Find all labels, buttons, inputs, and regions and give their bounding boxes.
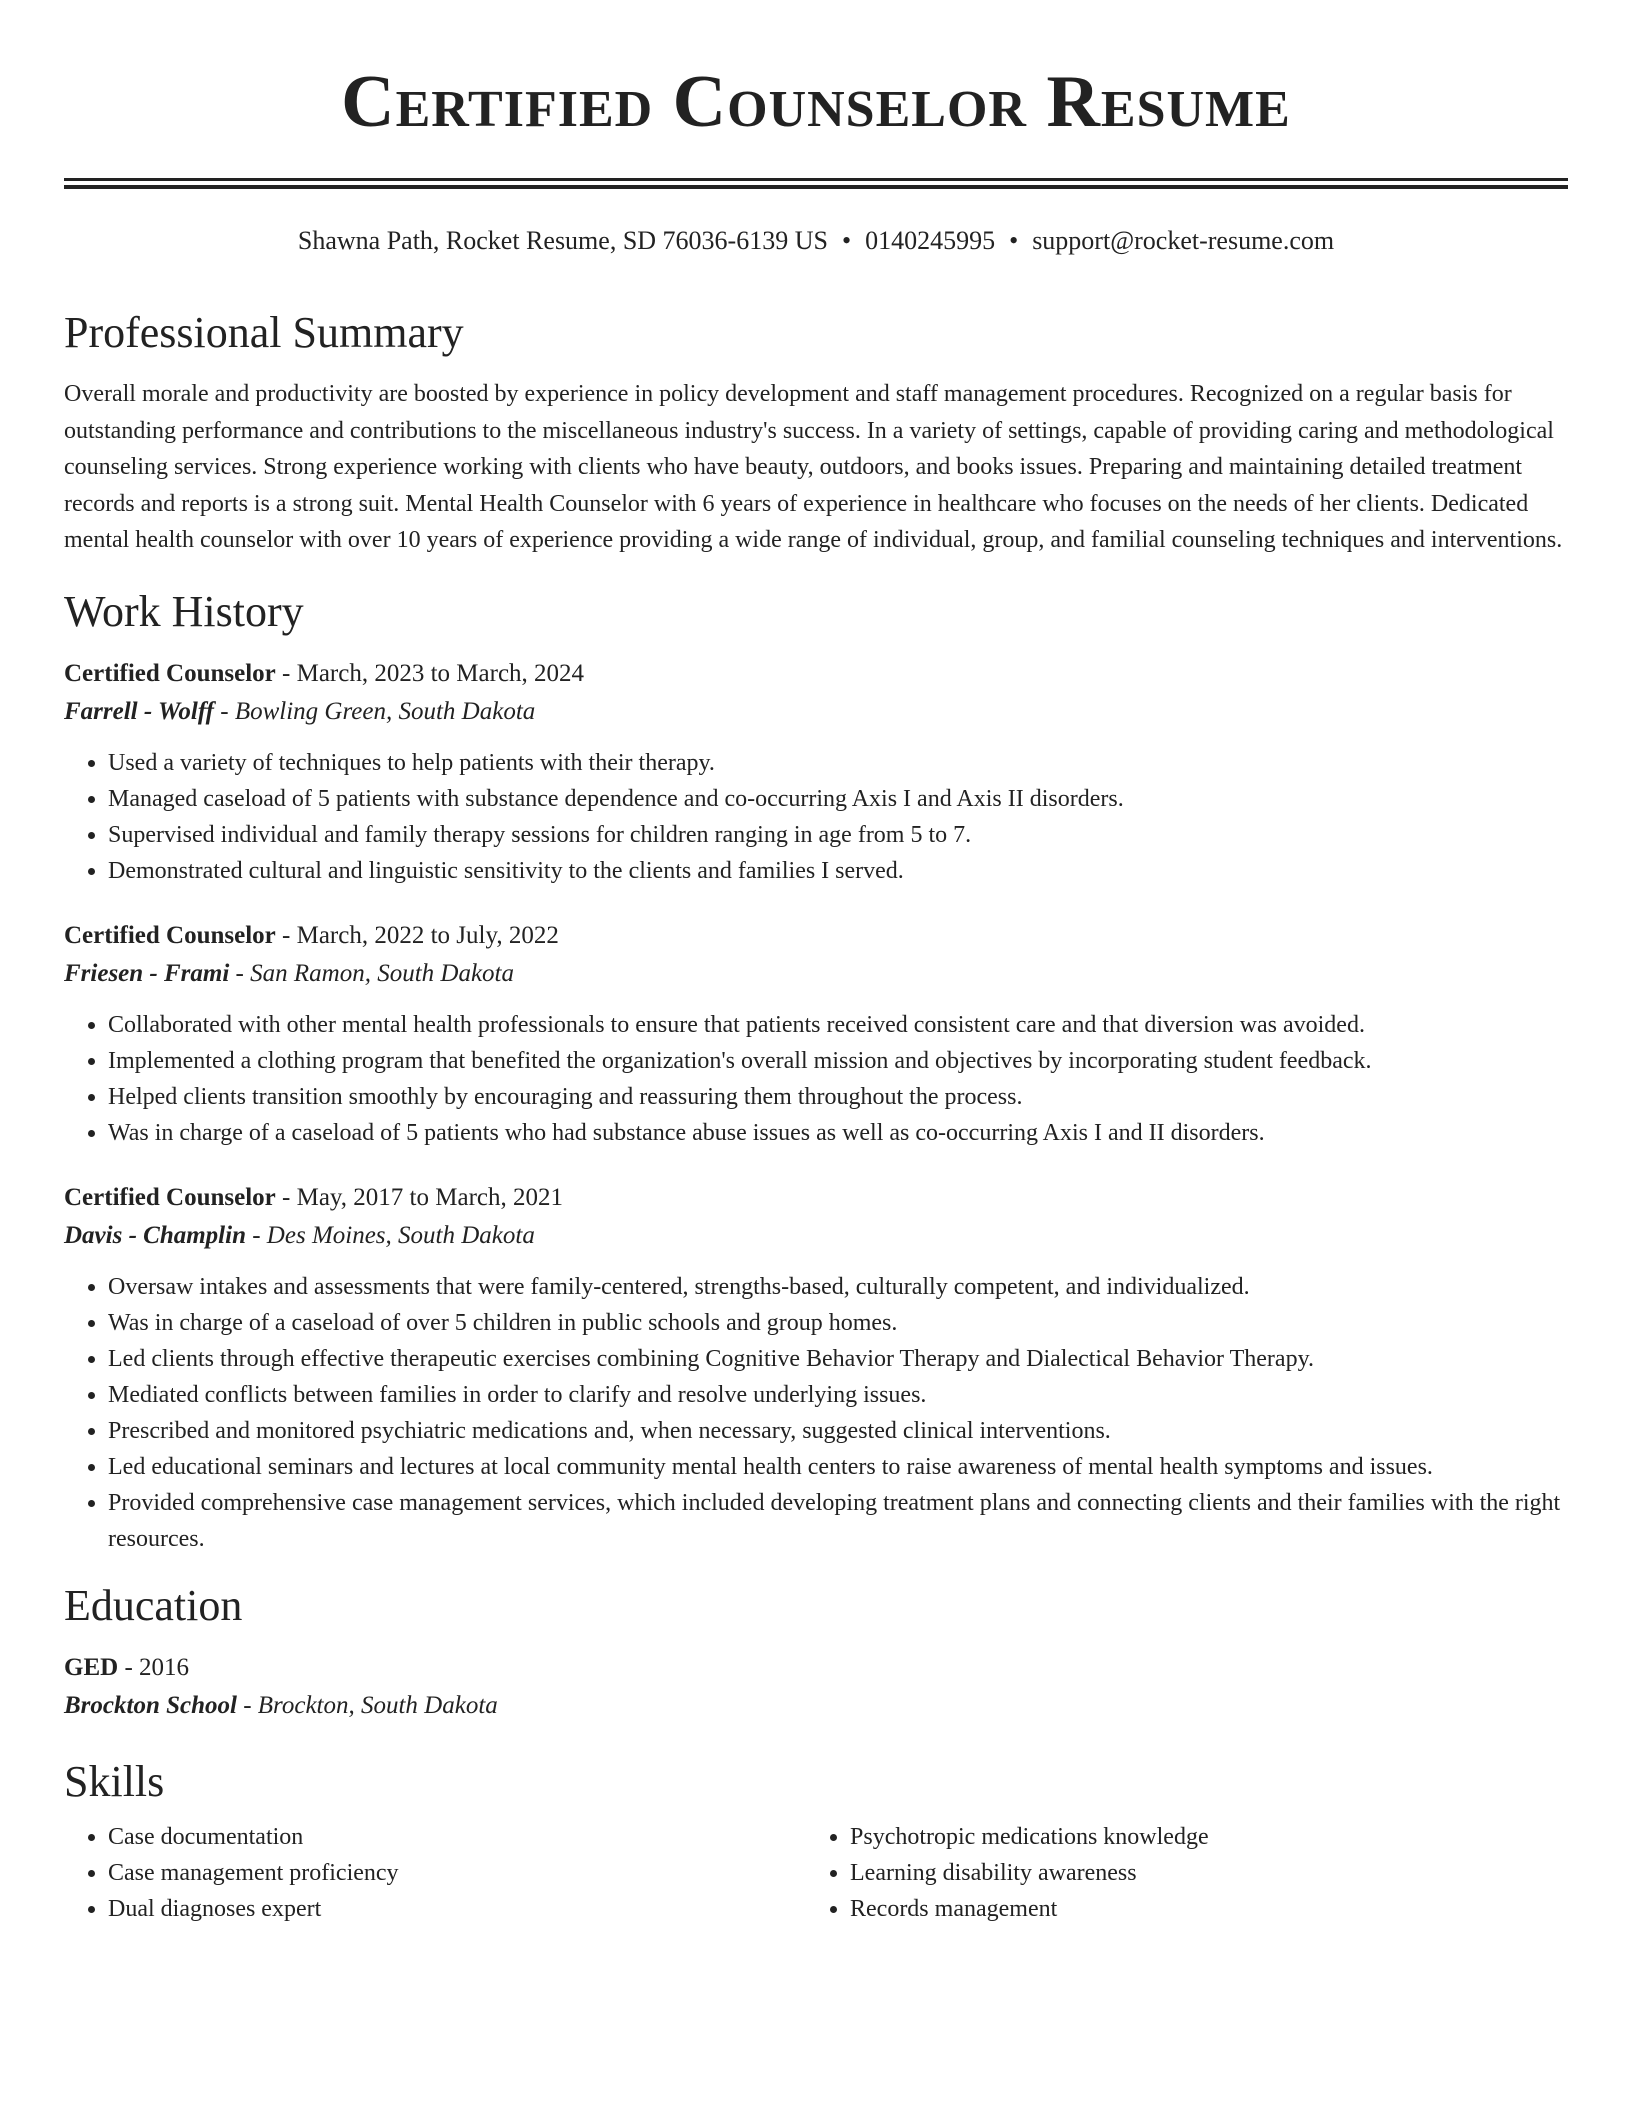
job-duty-item: • Collaborated with other mental health professionals to ensure that patients received consistent care and that diversion was avoided. — [108, 1007, 1568, 1043]
skill-item: • Dual diagnoses expert — [108, 1891, 806, 1927]
job-duty-item: • Demonstrated cultural and linguistic sensitivity to the clients and families I served. — [108, 853, 1568, 889]
job-duties — [64, 1269, 1568, 1557]
school-name: Brockton School — [64, 1691, 237, 1719]
job-duty-item: • Led clients through effective therapeutic exercises combining Cognitive Behavior Therapy and Dialectical Behavior Therapy. — [108, 1341, 1568, 1377]
skills-column-right — [806, 1819, 1548, 1927]
skill-item: • Records management — [850, 1891, 1548, 1927]
job-dates: - March, 2023 to March, 2024 — [275, 659, 585, 687]
employer-location: - Des Moines, South Dakota — [245, 1221, 535, 1249]
school-location: - Brockton, South Dakota — [236, 1691, 498, 1719]
job-duties — [64, 1007, 1568, 1151]
skills-heading: Skills — [64, 1756, 165, 1806]
job-entry — [64, 655, 1568, 889]
job-duty-item: • Led educational seminars and lectures at local community mental health centers to raise awareness of mental health symptoms and issues. — [108, 1449, 1568, 1485]
employer-location: - San Ramon, South Dakota — [229, 959, 514, 987]
employer-line — [64, 955, 1568, 993]
job-entry — [64, 917, 1568, 1151]
employer-line — [64, 693, 1568, 731]
employer-line — [64, 1217, 1568, 1255]
job-title: Certified Counselor — [64, 659, 276, 687]
employer-name: Davis - Champlin — [64, 1221, 246, 1249]
contact-separator: • — [1009, 226, 1019, 255]
job-dates: - March, 2022 to July, 2022 — [275, 921, 559, 949]
resume-title: Certified Counselor Resume — [341, 61, 1291, 143]
job-duty-item: • Implemented a clothing program that benefited the organization's overall mission and objectives by incorporating student feedback. — [108, 1043, 1568, 1079]
contact-line — [64, 224, 1568, 258]
degree-year: - 2016 — [118, 1653, 190, 1681]
job-title: Certified Counselor — [64, 1183, 276, 1211]
contact-email: support@rocket-resume.com — [1032, 226, 1335, 255]
skills-column-left — [64, 1819, 806, 1927]
job-duty-item: • Supervised individual and family therapy sessions for children ranging in age from 5 to 7. — [108, 817, 1568, 853]
skill-item: • Case management proficiency — [108, 1855, 806, 1891]
summary-heading: Professional Summary — [64, 308, 464, 357]
job-duty-item: • Was in charge of a caseload of 5 patients who had substance abuse issues as well as co-occurring Axis I and II disorders. — [108, 1115, 1568, 1151]
title-divider — [64, 178, 1568, 189]
employer-location: - Bowling Green, South Dakota — [214, 697, 536, 725]
job-dates: - May, 2017 to March, 2021 — [275, 1183, 564, 1211]
skills-list — [64, 1819, 1568, 1927]
skill-item: • Learning disability awareness — [850, 1855, 1548, 1891]
job-duty-item: • Managed caseload of 5 patients with substance dependence and co-occurring Axis I and Axis II disorders. — [108, 781, 1568, 817]
contact-separator: • — [841, 226, 852, 255]
education-entry — [64, 1649, 1568, 1725]
job-title: Certified Counselor — [64, 921, 276, 949]
employer-name: Friesen - Frami — [64, 959, 230, 987]
job-duty-item: • Used a variety of techniques to help patients with their therapy. — [108, 745, 1568, 781]
skill-item: • Psychotropic medications knowledge — [850, 1819, 1548, 1855]
education-heading: Education — [64, 1580, 243, 1630]
employer-name: Farrell - Wolff — [64, 697, 215, 725]
job-duty-item: • Prescribed and monitored psychiatric medications and, when necessary, suggested clinical interventions. — [108, 1413, 1568, 1449]
contact-address: Shawna Path, Rocket Resume, SD 76036-6139 US — [297, 226, 828, 255]
degree-name: GED — [64, 1653, 119, 1681]
job-title-line — [64, 655, 1568, 693]
job-title-line — [64, 1179, 1568, 1217]
job-entry — [64, 1179, 1568, 1557]
job-title-line — [64, 917, 1568, 955]
contact-phone: 0140245995 — [865, 226, 996, 255]
work-history-heading: Work History — [64, 586, 304, 636]
degree-line — [64, 1649, 1568, 1687]
job-duty-item: • Provided comprehensive case management services, which included developing treatment plans and connecting clients and their families with the right resources. — [108, 1485, 1568, 1557]
job-duty-item: • Helped clients transition smoothly by encouraging and reassuring them throughout the process. — [108, 1079, 1568, 1115]
skill-item: • Case documentation — [108, 1819, 806, 1855]
school-line — [64, 1687, 1568, 1725]
job-duty-item: • Mediated conflicts between families in order to clarify and resolve underlying issues. — [108, 1377, 1568, 1413]
job-duty-item: • Oversaw intakes and assessments that were family-centered, strengths-based, culturally competent, and individualized. — [108, 1269, 1568, 1305]
job-duties — [64, 745, 1568, 889]
job-duty-item: • Was in charge of a caseload of over 5 children in public schools and group homes. — [108, 1305, 1568, 1341]
summary-text: Overall morale and productivity are boosted by experience in policy development and staff management procedures. Recognized on a regular basis for outstanding performance and contributions to the miscellaneous industry's success. In a variety of settings, capable of providing caring and methodological counseling services. Strong experience working with clients who have beauty, outdoors, and books issues. Preparing and maintaining detailed treatment records and reports is a strong suit. Mental Health Counselor with 6 years of experience in healthcare who focuses on the needs of her clients. Dedicated mental health counselor with over 10 years of experience providing a wide range of individual, group, and familial counseling techniques and interventions. — [64, 381, 1563, 553]
